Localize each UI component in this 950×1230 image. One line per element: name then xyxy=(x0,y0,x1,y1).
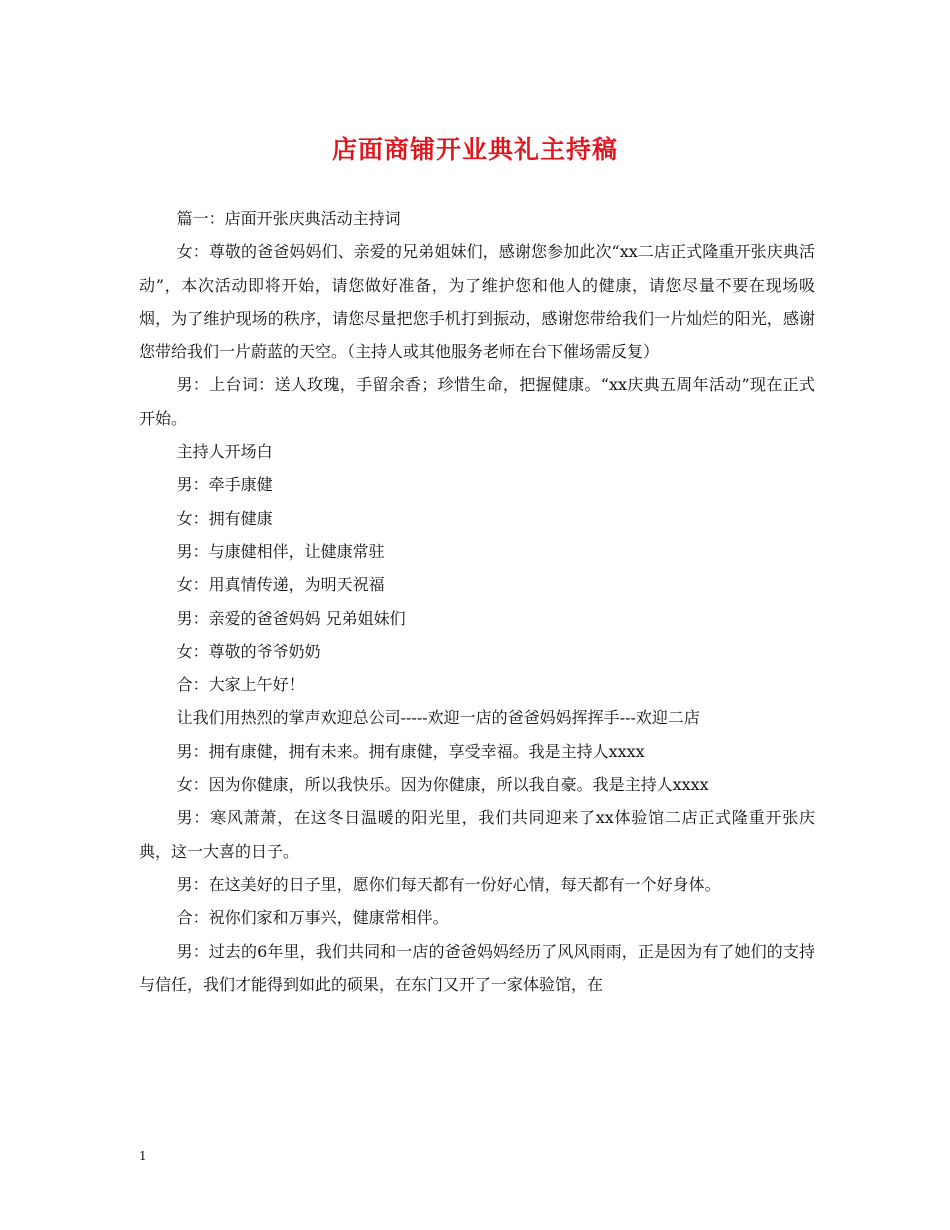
paragraph: 女：尊敬的爸爸妈妈们、亲爱的兄弟姐妹们，感谢您参加此次“xx二店正式隆重开张庆典活动”，本次活动即将开始，请您做好准备，为了维护您和他人的健康，请您尽量不要在现场吸烟，为了维护现场的秩序，请您尽量把您手机打到振动，感谢您带给我们一片灿烂的阳光，感谢您带给我们一片蔚蓝的天空。（主持人或其他服务老师在台下催场需反复） xyxy=(139,242,815,362)
document-body xyxy=(139,202,815,1001)
paragraph: 女：用真情传递，为明天祝福 xyxy=(176,575,385,595)
paragraph: 男：拥有康健，拥有未来。拥有康健，享受幸福。我是主持人xxxx xyxy=(176,741,645,761)
paragraph: 男：在这美好的日子里，愿你们每天都有一份好心情，每天都有一个好身体。 xyxy=(176,874,721,894)
paragraph: 男：寒风萧萧，在这冬日温暖的阳光里，我们共同迎来了xx体验馆二店正式隆重开张庆典，这一大喜的日子。 xyxy=(139,808,815,861)
paragraph: 女：拥有健康 xyxy=(176,508,273,528)
section-heading: 篇一：店面开张庆典活动主持词 xyxy=(176,209,401,228)
paragraph: 男：牵手康健 xyxy=(176,475,273,495)
paragraph: 主持人开场白 xyxy=(176,442,273,462)
paragraph: 男：过去的6年里，我们共同和一店的爸爸妈妈经历了风风雨雨，正是因为有了她们的支持与信任，我们才能得到如此的硕果，在东门又开了一家体验馆，在 xyxy=(139,941,815,994)
paragraph: 合：大家上午好！ xyxy=(176,675,305,695)
paragraph: 女：尊敬的爷爷奶奶 xyxy=(176,641,321,661)
paragraph: 女：因为你健康，所以我快乐。因为你健康，所以我自豪。我是主持人xxxx xyxy=(176,775,709,795)
document-title: 店面商铺开业典礼主持稿 xyxy=(331,135,618,164)
paragraph: 让我们用热烈的掌声欢迎总公司-----欢迎一店的爸爸妈妈挥挥手---欢迎二店 xyxy=(176,708,700,728)
paragraph: 合：祝你们家和万事兴，健康常相伴。 xyxy=(176,908,449,928)
paragraph: 男：与康健相伴，让健康常驻 xyxy=(176,541,385,561)
paragraph: 男：上台词：送人玫瑰，手留余香；珍惜生命，把握健康。“xx庆典五周年活动”现在正式开始。 xyxy=(139,375,815,428)
page-number: 1 xyxy=(139,1149,147,1163)
paragraph: 男：亲爱的爸爸妈妈 兄弟姐妹们 xyxy=(176,608,406,628)
